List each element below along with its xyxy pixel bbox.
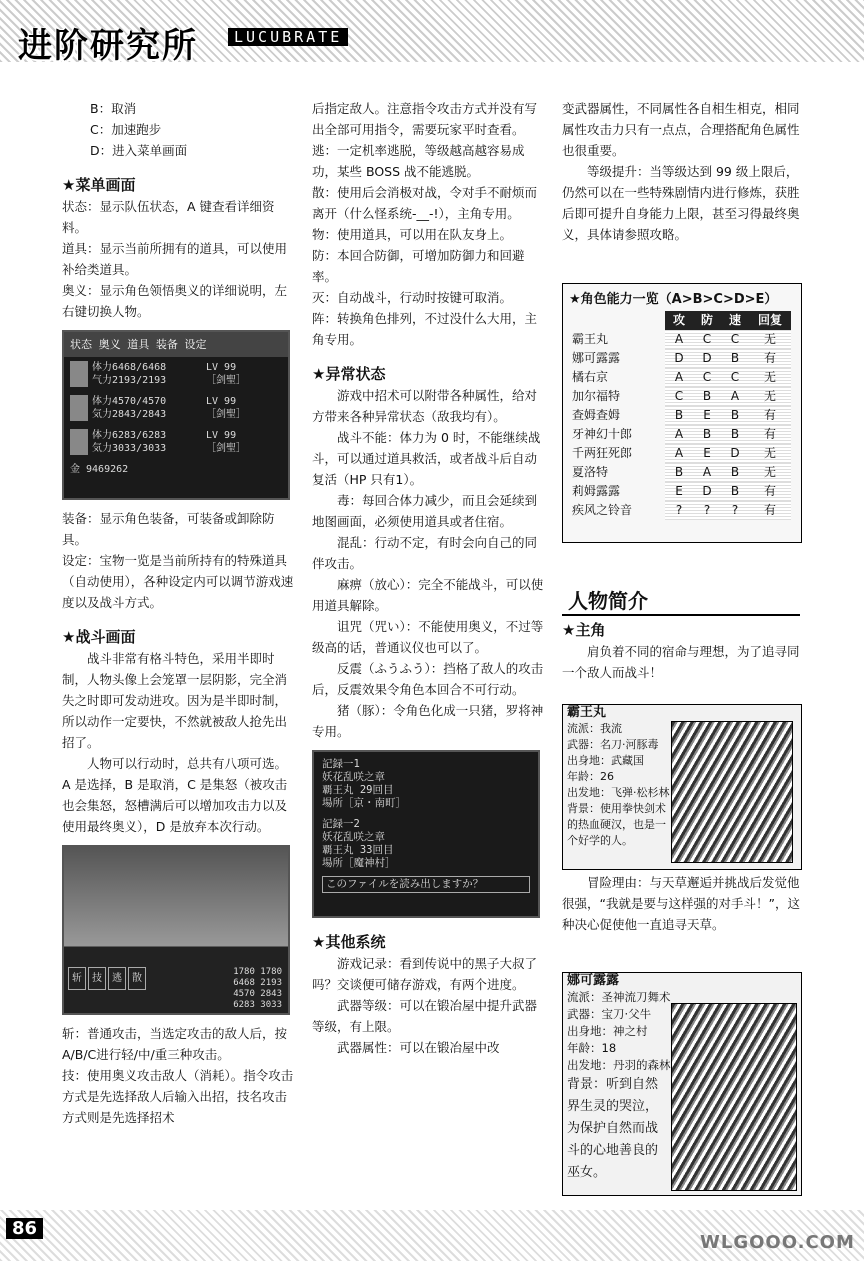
sp-value: 気力2843/2843 bbox=[92, 409, 167, 420]
table-row bbox=[569, 444, 791, 463]
table-row bbox=[569, 463, 791, 482]
status-para: 猪（豚）：令角色化成一只猪，罗将神专用。 bbox=[312, 703, 544, 739]
section-title: 进阶研究所 bbox=[18, 26, 198, 66]
character-portrait bbox=[671, 721, 793, 863]
save-line: 場所［魔神村］ bbox=[322, 857, 396, 869]
battle-screenshot bbox=[62, 845, 290, 1015]
save-line: 場所［京・南町］ bbox=[322, 797, 406, 809]
info-line: 出身地：武藏国 bbox=[567, 754, 644, 767]
battle-para: 战斗非常有格斗特色，采用半即时制，人物头像上会笼罩一层阴影，完全消失之时即可发动进攻。因为是半即时制，所以动作一定要快，不然就被敌人抢先出招了。 bbox=[62, 651, 288, 750]
command-escape: 逃 bbox=[108, 967, 126, 990]
info-line: 背景：听到自然界生灵的哭泣，为保护自然而战斗的心地善良的巫女。 bbox=[567, 1077, 659, 1180]
info-line: 年龄：18 bbox=[567, 1041, 617, 1055]
main-character-intro bbox=[562, 620, 800, 683]
status-row bbox=[70, 429, 282, 455]
battle-stat: 6283 3033 bbox=[233, 1000, 282, 1010]
main-para: 肩负着不同的宿命与理想，为了追寻同一个敌人而战斗！ bbox=[562, 644, 800, 680]
status-row bbox=[70, 395, 282, 421]
control-d: D：进入菜单画面 bbox=[90, 143, 188, 158]
hp-value: 体力6468/6468 bbox=[92, 362, 167, 373]
save-line: 覇王丸 33回目 bbox=[322, 844, 394, 856]
status-effects-heading: ★异常状态 bbox=[312, 365, 386, 383]
save-line: 覇王丸 29回目 bbox=[322, 784, 394, 796]
grade: D bbox=[665, 349, 693, 368]
table-row bbox=[569, 406, 791, 425]
grade: ? bbox=[665, 501, 693, 520]
text-para: 等级提升：当等级达到 99 级上限后，仍然可以在一些特殊剧情内进行修炼，获胜后即可提升自身能力上限，甚至习得最终奥义，具体请参照攻略。 bbox=[562, 164, 800, 242]
char-name: 千两狂死郎 bbox=[572, 446, 633, 460]
character-card bbox=[562, 704, 802, 870]
char-name: 查姆查姆 bbox=[572, 408, 621, 422]
status-para: 麻痹（放心）：完全不能战斗，可以使用道具解除。 bbox=[312, 577, 544, 613]
grade: B bbox=[721, 406, 749, 425]
table-row bbox=[569, 387, 791, 406]
level-value: LV 99 bbox=[206, 362, 237, 373]
text-para: 阵：转换角色排列，不过没什么大用，主角专用。 bbox=[312, 311, 538, 347]
battle-stat: 4570 2843 bbox=[233, 989, 282, 999]
character-icon bbox=[70, 395, 88, 421]
info-line: 背景：使用拳快剑术的热血硬汉，也是一个好学的人。 bbox=[567, 802, 666, 847]
other-para: 游戏记录：看到传说中的黑子大叔了吗？交谈便可储存游戏，有两个进度。 bbox=[312, 956, 538, 992]
grade: A bbox=[665, 444, 693, 463]
status-para: 毒：每回合体力减少，而且会延续到地图画面，必须使用道具或者住宿。 bbox=[312, 493, 538, 529]
menu-para: 道具：显示当前所拥有的道具，可以使用补给类道具。 bbox=[62, 241, 288, 277]
text-para: 防：本回合防御，可增加防御力和回避率。 bbox=[312, 248, 525, 284]
char-name: 橘右京 bbox=[572, 370, 609, 384]
grade: D bbox=[721, 444, 749, 463]
ability-table-title: ★角色能力一览（A>B>C>D>E） bbox=[569, 292, 778, 307]
char-name: 疾风之铃音 bbox=[572, 503, 633, 517]
grade: E bbox=[693, 406, 721, 425]
middle-column bbox=[312, 98, 544, 1058]
info-line: 出发地：丹羽的森林 bbox=[567, 1058, 671, 1072]
grade: ? bbox=[721, 501, 749, 520]
save-line: 妖花乱咲之章 bbox=[322, 831, 385, 843]
char-name: 加尔福特 bbox=[572, 389, 621, 403]
grade: A bbox=[693, 463, 721, 482]
info-line: 武器：名刀·河豚毒 bbox=[567, 738, 659, 751]
grade: 有 bbox=[749, 501, 791, 520]
grade: E bbox=[665, 482, 693, 501]
table-row bbox=[569, 425, 791, 444]
character-card bbox=[562, 972, 802, 1196]
battle-heading: ★战斗画面 bbox=[62, 628, 136, 646]
grade: B bbox=[721, 482, 749, 501]
ability-table bbox=[569, 311, 791, 520]
level-value: LV 99 bbox=[206, 430, 237, 441]
text-para: 变武器属性，不同属性各自相生相克，相同属性攻击力只有一点点，合理搭配角色属性也很重要。 bbox=[562, 101, 800, 158]
main-heading: ★主角 bbox=[562, 621, 606, 639]
info-line: 流派：我流 bbox=[567, 722, 622, 735]
grade: C bbox=[721, 368, 749, 387]
info-line: 流派：圣神流刀舞术 bbox=[567, 990, 671, 1004]
watermark: WLGOOO.COM bbox=[700, 1232, 855, 1253]
level-value: LV 99 bbox=[206, 396, 237, 407]
other-para: 武器属性：可以在锻冶屋中改 bbox=[337, 1040, 500, 1055]
status-tabs: 状态 奥义 道具 装备 设定 bbox=[64, 332, 288, 357]
page-number: 86 bbox=[6, 1218, 43, 1239]
grade: D bbox=[693, 482, 721, 501]
profile-heading-text: 人物简介 bbox=[562, 589, 654, 613]
grade: B bbox=[721, 463, 749, 482]
title-value: ［剑聖］ bbox=[206, 443, 246, 454]
menu-heading: ★菜单画面 bbox=[62, 176, 136, 194]
info-line: 出身地：神之村 bbox=[567, 1024, 648, 1038]
col-header: 防 bbox=[693, 311, 721, 330]
col-header: 回复 bbox=[749, 311, 791, 330]
status-para: 战斗不能：体力为 0 时，不能继续战斗，可以通过道具救活，或者战斗后自动复活（HP 只有1）。 bbox=[312, 430, 541, 487]
char-name: 娜可露露 bbox=[572, 351, 621, 365]
title-value: ［剑聖］ bbox=[206, 409, 246, 420]
grade: A bbox=[665, 330, 693, 349]
grade: 有 bbox=[749, 349, 791, 368]
battle-para: 人物可以行动时，总共有八项可选。A 是选择，B 是取消，C 是集怒（被攻击也会集怒，怒槽满后可以增加攻击力以及使用最终奥义），D 是放弃本次行动。 bbox=[62, 756, 288, 834]
grade: 有 bbox=[749, 425, 791, 444]
menu-para: 状态：显示队伍状态，A 键查看详细资料。 bbox=[62, 199, 275, 235]
info-line: 出发地：飞弹·松杉林 bbox=[567, 786, 670, 799]
char-name: 夏洛特 bbox=[572, 465, 609, 479]
character-portrait bbox=[671, 1003, 797, 1191]
status-para: 混乱：行动不定，有时会向自己的同伴攻击。 bbox=[312, 535, 538, 571]
grade: A bbox=[665, 368, 693, 387]
grade: 无 bbox=[749, 330, 791, 349]
grade: C bbox=[665, 387, 693, 406]
save-prompt: このファイルを読み出しますか？ bbox=[322, 876, 530, 893]
save-screenshot bbox=[312, 750, 540, 918]
grade: A bbox=[665, 425, 693, 444]
gold-value: 金 9469262 bbox=[70, 464, 129, 475]
character-name: 娜可露露 bbox=[567, 973, 620, 988]
text-para: 散：使用后会消极对战，令对手不耐烦而离开（什么怪系统-__-!），主角专用。 bbox=[312, 185, 538, 221]
text-para: 灭：自动战斗，行动时按键可取消。 bbox=[312, 290, 513, 305]
control-b: B：取消 bbox=[90, 101, 137, 116]
grade: B bbox=[721, 349, 749, 368]
save-line: 妖花乱咲之章 bbox=[322, 771, 385, 783]
battle-stat: 1780 1780 bbox=[233, 967, 282, 977]
status-para: 反震（ふうふう）：挡格了敌人的攻击后，反震效果令角色本回合不可行动。 bbox=[312, 661, 544, 697]
section-subtitle: LUCUBRATE bbox=[228, 28, 348, 46]
save-line: 記録一2 bbox=[322, 818, 360, 830]
grade: B bbox=[665, 406, 693, 425]
title-value: ［剑聖］ bbox=[206, 375, 246, 386]
setting-para: 设定：宝物一览是当前所持有的特殊道具（自动使用），各种设定内可以调节游戏速度以及战斗方式。 bbox=[62, 553, 294, 610]
command-para: 技：使用奥义攻击敌人（消耗）。指令攻击方式是先选择敌人后输入出招，技名攻击方式则是先选择招术 bbox=[62, 1068, 294, 1125]
other-systems-heading: ★其他系统 bbox=[312, 933, 386, 951]
sp-value: 气力2193/2193 bbox=[92, 375, 167, 386]
right-column-text bbox=[562, 98, 800, 245]
grade: 有 bbox=[749, 482, 791, 501]
command-scatter: 散 bbox=[128, 967, 146, 990]
grade: E bbox=[693, 444, 721, 463]
character-icon bbox=[70, 429, 88, 455]
status-screenshot bbox=[62, 330, 290, 500]
grade: B bbox=[665, 463, 693, 482]
grade: 无 bbox=[749, 463, 791, 482]
command-slash: 斩 bbox=[68, 967, 86, 990]
menu-para: 奥义：显示角色领悟奥义的详细说明，左右键切换人物。 bbox=[62, 283, 288, 319]
profile-heading bbox=[562, 585, 800, 616]
col-header: 攻 bbox=[665, 311, 693, 330]
command-skill: 技 bbox=[88, 967, 106, 990]
character-story bbox=[562, 872, 800, 935]
grade: 无 bbox=[749, 444, 791, 463]
battle-stat: 6468 2193 bbox=[233, 978, 282, 988]
command-para: 斩：普通攻击，当选定攻击的敌人后，按A/B/C进行轻/中/重三种攻击。 bbox=[62, 1026, 288, 1062]
grade: B bbox=[693, 387, 721, 406]
status-row bbox=[70, 361, 282, 387]
grade: 有 bbox=[749, 406, 791, 425]
status-para: 游戏中招术可以附带各种属性，给对方带来各种异常状态（敌我均有）。 bbox=[312, 388, 538, 424]
info-line: 年龄：26 bbox=[567, 770, 614, 783]
info-line: 武器：宝刀·父牛 bbox=[567, 1007, 652, 1021]
character-name: 霸王丸 bbox=[567, 705, 607, 720]
grade: D bbox=[693, 349, 721, 368]
grade: 无 bbox=[749, 368, 791, 387]
grade: ? bbox=[693, 501, 721, 520]
grade: B bbox=[693, 425, 721, 444]
equip-para: 装备：显示角色装备，可装备或卸除防具。 bbox=[62, 511, 275, 547]
table-row bbox=[569, 482, 791, 501]
status-para: 诅咒（咒い）：不能使用奥义，不过等级高的话，普通议仪也可以了。 bbox=[312, 619, 544, 655]
left-column bbox=[62, 98, 294, 1128]
hp-value: 体力6283/6283 bbox=[92, 430, 167, 441]
sp-value: 気力3033/3033 bbox=[92, 443, 167, 454]
table-row bbox=[569, 330, 791, 349]
grade: C bbox=[693, 330, 721, 349]
other-para: 武器等级：可以在锻冶屋中提升武器等级，有上限。 bbox=[312, 998, 538, 1034]
text-para: 后指定敌人。注意指令攻击方式并没有写出全部可用指令，需要玩家平时查看。 bbox=[312, 101, 538, 137]
col-header: 速 bbox=[721, 311, 749, 330]
text-para: 物：使用道具，可以用在队友身上。 bbox=[312, 227, 513, 242]
grade: A bbox=[721, 387, 749, 406]
save-line: 記録一1 bbox=[322, 758, 360, 770]
grade: C bbox=[721, 330, 749, 349]
grade: C bbox=[693, 368, 721, 387]
grade: 无 bbox=[749, 387, 791, 406]
control-c: C：加速跑步 bbox=[90, 122, 162, 137]
story-para: 冒险理由：与天草邂逅并挑战后发觉他很强，“我就是要与这样强的对手斗！”，这种决心促使他一直追寻天草。 bbox=[562, 875, 800, 932]
page-header bbox=[0, 0, 864, 66]
text-para: 逃：一定机率逃脱，等级越高越容易成功，某些 BOSS 战不能逃脱。 bbox=[312, 143, 525, 179]
hp-value: 体力4570/4570 bbox=[92, 396, 167, 407]
character-icon bbox=[70, 361, 88, 387]
char-name: 莉姆露露 bbox=[572, 484, 621, 498]
ability-table-box bbox=[562, 283, 802, 543]
table-row bbox=[569, 501, 791, 520]
table-row bbox=[569, 368, 791, 387]
grade: B bbox=[721, 425, 749, 444]
char-name: 牙神幻十郎 bbox=[572, 427, 633, 441]
char-name: 霸王丸 bbox=[572, 332, 609, 346]
table-row bbox=[569, 349, 791, 368]
